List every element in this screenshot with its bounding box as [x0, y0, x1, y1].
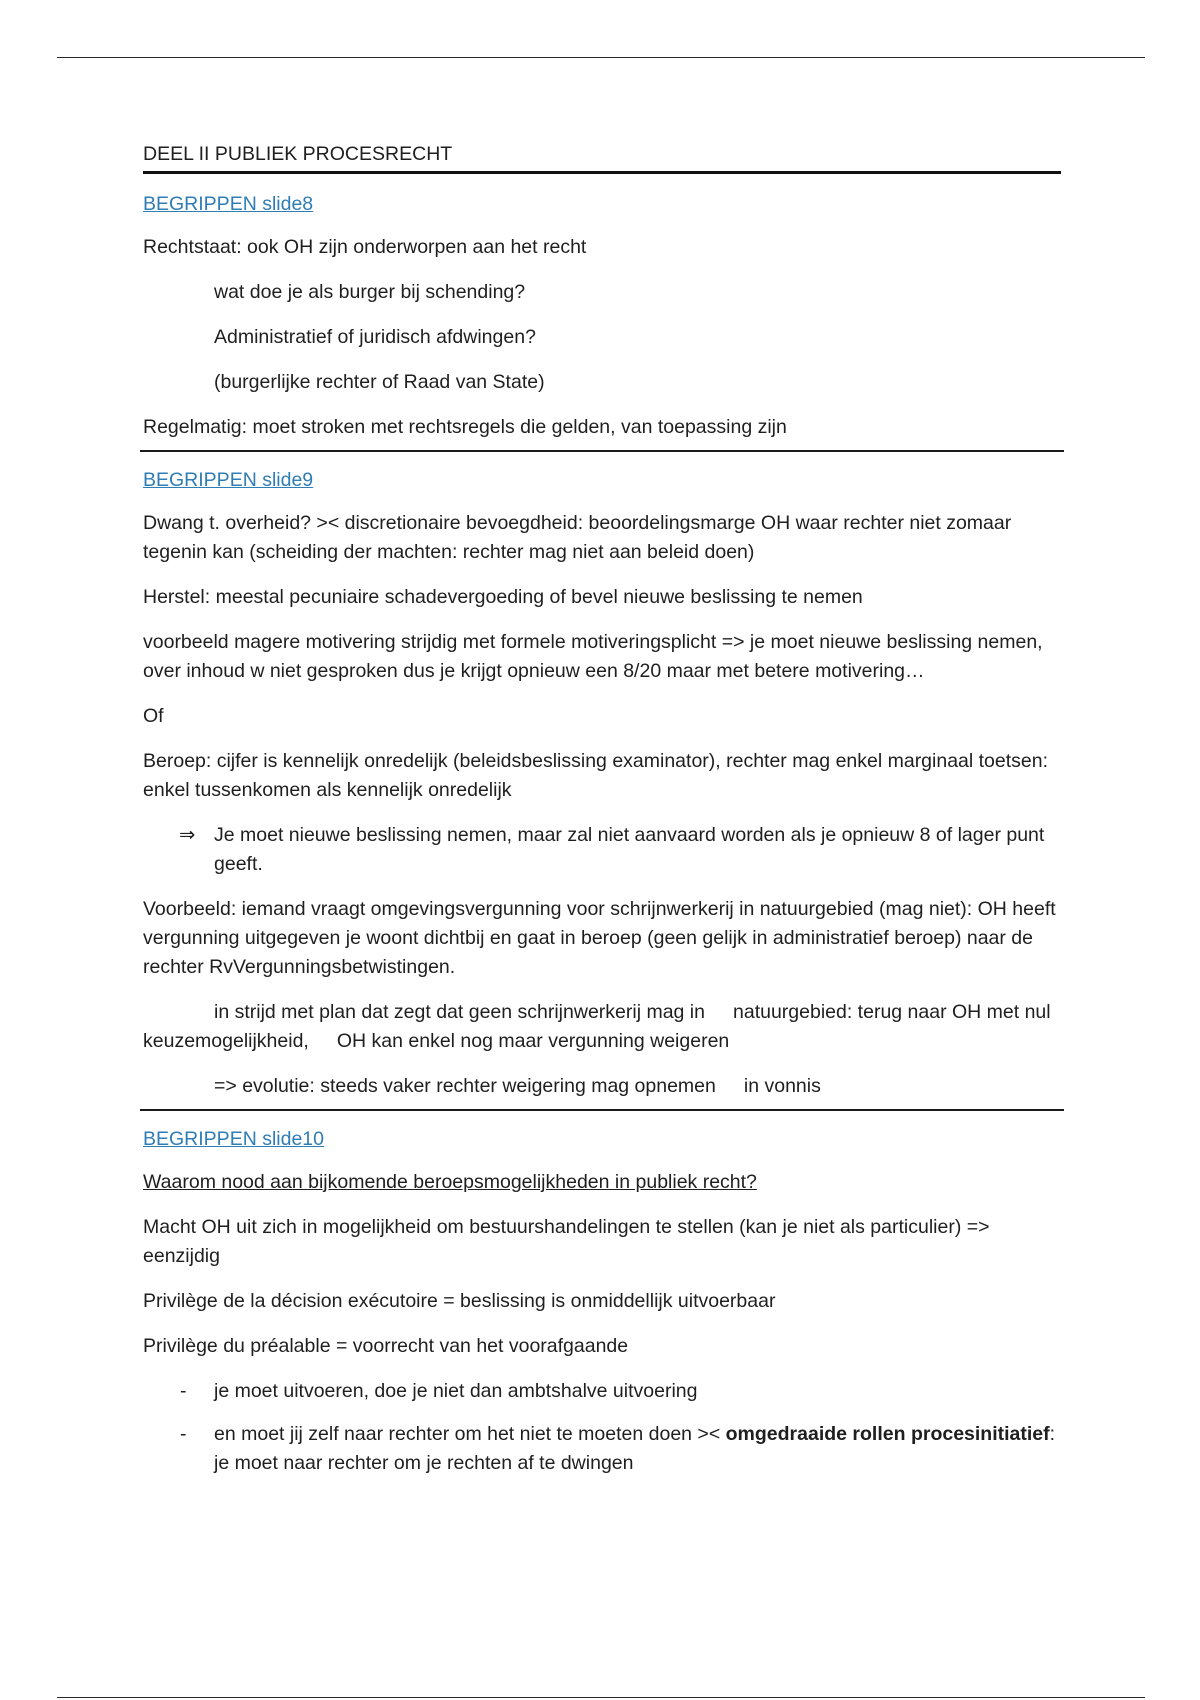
list-item: [143, 1420, 1061, 1478]
paragraph: Rechtstaat: ook OH zijn onderworpen aan het recht: [143, 236, 587, 258]
dash-bullet: -: [180, 1423, 187, 1445]
list-item-text: en moet jij zelf naar rechter om het niet te moeten doen ><: [214, 1423, 721, 1445]
arrow-item-text: Je moet nieuwe beslissing nemen, maar zal niet aanvaard worden als je opnieuw 8 of lager punt geeft.: [214, 824, 1045, 875]
link-begrippen-slide9[interactable]: BEGRIPPEN slide9: [143, 469, 314, 491]
section-heading: Waarom nood aan bijkomende beroepsmogelijkheden in publiek recht?: [143, 1171, 757, 1193]
paragraph: voorbeeld magere motivering strijdig met formele motiveringsplicht => je moet nieuwe beslissing nemen, over inhoud w niet gesproken dus je krijgt opnieuw een 8/20 maar met betere motivering…: [143, 631, 1043, 682]
indented-line: (burgerlijke rechter of Raad van State): [214, 371, 545, 393]
section-divider: [140, 450, 1064, 452]
indented-line: wat doe je als burger bij schending?: [214, 281, 526, 303]
paragraph: Privilège du préalable = voorrecht van het voorafgaande: [143, 1335, 629, 1357]
double-arrow-icon: ⇒: [179, 824, 196, 846]
list-item-text: je moet uitvoeren, doe je niet dan ambtshalve uitvoering: [214, 1380, 698, 1402]
page-top-rule: [57, 57, 1145, 58]
paragraph: Macht OH uit zich in mogelijkheid om bestuurshandelingen te stellen (kan je niet als particulier) => eenzijdig: [143, 1216, 990, 1267]
paragraph: Of: [143, 705, 164, 727]
indented-line: Administratief of juridisch afdwingen?: [214, 326, 536, 348]
indented-line: [143, 1072, 1061, 1101]
paragraph: Dwang t. overheid? >< discretionaire bevoegdheid: beoordelingsmarge OH waar rechter niet zomaar tegenin kan (scheiding der machten: rechter mag niet aan beleid doen): [143, 512, 1012, 563]
text-run: in vonnis: [743, 1075, 821, 1097]
section-divider: [140, 1109, 1064, 1111]
document-body: [143, 140, 1061, 1492]
bold-text: omgedraaide rollen procesinitiatief: [725, 1423, 1050, 1445]
text-run: in strijd met plan dat zegt dat geen schrijnwerkerij mag in: [214, 1001, 705, 1023]
list-item-text: : je moet naar rechter om je rechten af te dwingen: [214, 1423, 1056, 1474]
paragraph: Voorbeeld: iemand vraagt omgevingsvergunning voor schrijnwerkerij in natuurgebied (mag niet): OH heeft vergunning uitgegeven je woont dichtbij en gaat in beroep (geen gelijk in administratief beroep) naar de rechter RvVergunningsbetwistingen.: [143, 898, 1056, 978]
link-begrippen-slide10[interactable]: BEGRIPPEN slide10: [143, 1128, 324, 1150]
paragraph: Privilège de la décision exécutoire = beslissing is onmiddellijk uitvoerbaar: [143, 1290, 776, 1312]
text-run: natuurgebied: terug naar OH met nul keuzemogelijkheid,: [143, 1001, 1051, 1052]
list-item: [143, 1377, 1061, 1406]
page-bottom-rule: [57, 1697, 1145, 1698]
paragraph: [143, 998, 1061, 1056]
paragraph: Regelmatig: moet stroken met rechtsregels die gelden, van toepassing zijn: [143, 416, 787, 438]
dash-bullet: -: [180, 1380, 187, 1402]
arrow-list-item: [143, 821, 1061, 879]
page-title: DEEL II PUBLIEK PROCESRECHT: [143, 140, 1061, 174]
text-run: => evolutie: steeds vaker rechter weigering mag opnemen: [214, 1075, 716, 1097]
paragraph: Herstel: meestal pecuniaire schadevergoeding of bevel nieuwe beslissing te nemen: [143, 586, 863, 608]
text-run: OH kan enkel nog maar vergunning weigeren: [336, 1030, 730, 1052]
link-begrippen-slide8[interactable]: BEGRIPPEN slide8: [143, 193, 314, 215]
paragraph: Beroep: cijfer is kennelijk onredelijk (beleidsbeslissing examinator), rechter mag enkel marginaal toetsen: enkel tussenkomen als kennelijk onredelijk: [143, 750, 1049, 801]
